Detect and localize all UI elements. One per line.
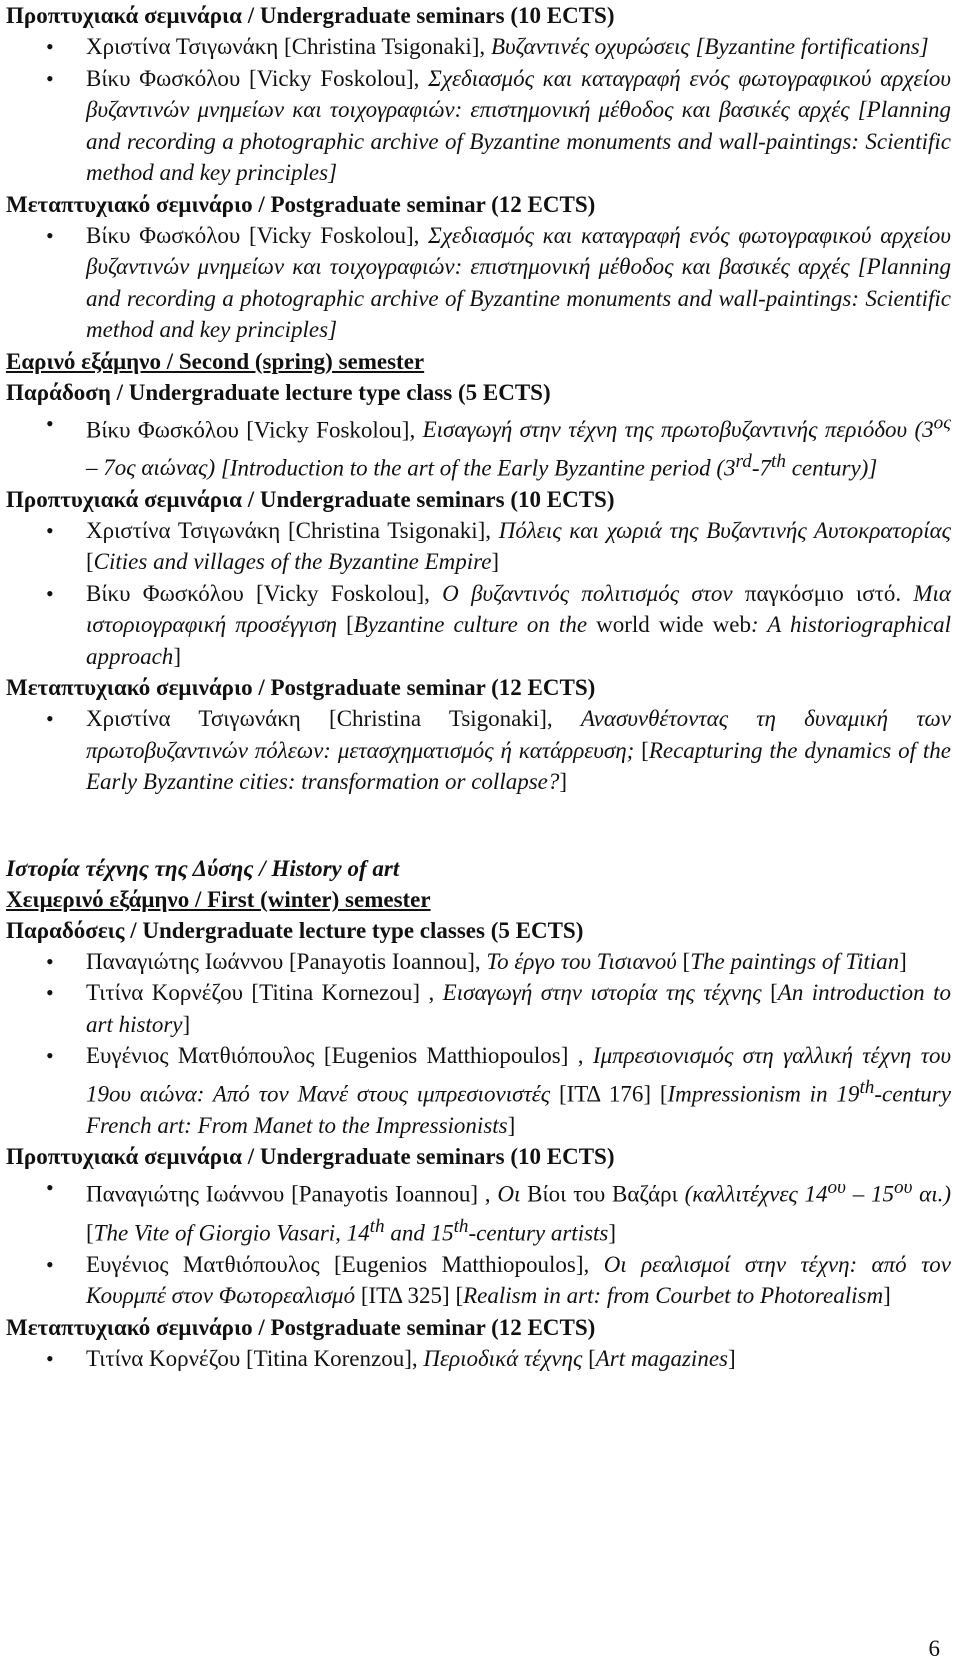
department-title: Ιστορία τέχνης της Δύσης / History of art [6, 855, 400, 881]
section-heading: Παράδοση / Undergraduate lecture type class (5 ECTS) [6, 379, 551, 405]
course-title: Εισαγωγή στην τέχνη της πρωτοβυζαντινής περιόδου ($3^{o\varsigma} - 7o\varsigma$ αιώνας) [86, 412, 951, 481]
semester-heading: Χειμερινό εξάμηνο / First (winter) semester [6, 886, 431, 912]
instructor: Τιτίνα Κορνέζου [Titina Korenzou], [86, 1345, 424, 1371]
list-item: • Τιτίνα Κορνέζου [Titina Kornezou] , Εισαγωγή στην ιστορία της τέχνης [An introduction to art history] [6, 977, 951, 1040]
course-title: Βυζαντινές οχυρώσεις [Byzantine fortifications] [490, 34, 929, 59]
list-item: • Βίκυ Φωσκόλου [Vicky Foskolou], Ο βυζαντινός πολιτισμός στον παγκόσμιο ιστό. Μια ιστοριογραφική προσέγγιση [Byzantine culture on the world wide web: A historiographical approach] [6, 578, 951, 673]
course-title: Σχεδιασμός και καταγραφή ενός φωτογραφικού αρχείου βυζαντινών μνημείων και τοιχογραφιών: επιστημονική μέθοδος και βασικές αρχές [Planning and recording a photographic archive of Byzantine monuments and wall-paintings: Scientific method and key principles] [86, 222, 951, 342]
list-item: • Τιτίνα Κορνέζου [Titina Korenzou], Περιοδικά τέχνης [Art magazines] [6, 1343, 951, 1375]
instructor: Χριστίνα Τσιγωνάκη [Christina Tsigonaki], [86, 517, 499, 543]
instructor: Βίκυ Φωσκόλου [Vicky Foskolou], [86, 65, 429, 91]
course-list [6, 515, 951, 673]
list-item: • Χριστίνα Τσιγωνάκη [Christina Tsigonaki], Πόλεις και χωριά της Βυζαντινής Αυτοκρατορίας [Cities and villages of the Byzantine Empire] [6, 515, 951, 578]
instructor: Βίκυ Φωσκόλου [Vicky Foskolou], [86, 417, 423, 443]
instructor: Ευγένιος Ματθιόπουλος [Eugenios Matthiopoulos], [86, 1251, 604, 1277]
list-item: • Ευγένιος Ματθιόπουλος [Eugenios Matthiopoulos], Οι ρεαλισμοί στην τέχνη: από τον Κουρμπέ στον Φωτορεαλισμό [ΙΤΔ 325] [Realism in art: from Courbet to Photorealism] [6, 1249, 951, 1312]
course-title-en: [Introduction to the art of the Early Byzantine period (3 [220, 455, 736, 481]
list-item: • Παναγιώτης Ιωάννου [Panayotis Ioannou], Το έργο του Τισιανού [The paintings of Titian] [6, 946, 951, 978]
instructor: Βίκυ Φωσκόλου [Vicky Foskolou], [86, 222, 429, 248]
section-heading: Παραδόσεις / Undergraduate lecture type classes (5 ECTS) [6, 917, 584, 943]
semester-heading: Εαρινό εξάμηνο / Second (spring) semester [6, 348, 425, 374]
instructor: Τιτίνα Κορνέζου [Titina Kornezou] , [86, 980, 443, 1006]
course-list [6, 1343, 951, 1375]
instructor: Παναγιώτης Ιωάννου [Panayotis Ioannou] , [86, 1182, 498, 1208]
course-list [6, 408, 951, 484]
section-heading: Μεταπτυχιακό σεμινάριο / Postgraduate seminar (12 ECTS) [6, 675, 596, 701]
section-heading: Μεταπτυχιακό σεμινάριο / Postgraduate seminar (12 ECTS) [6, 191, 596, 217]
list-item: • Χριστίνα Τσιγωνάκη [Christina Tsigonaki], Ανασυνθέτοντας τη δυναμική των πρωτοβυζαντινών πόλεων: μετασχηματισμός ή κατάρρευση; [Recapturing the dynamics of the Early Byzantine cities: transformation or collapse?] [6, 703, 951, 798]
list-item: • Ευγένιος Ματθιόπουλος [Eugenios Matthiopoulos] , Ιμπρεσιονισμός στη γαλλική τέχνη του 19ου αιώνα: Από τον Μανέ στους ιμπρεσιονιστές [ΙΤΔ 176] [Impressionism in 19th-century French art: From Manet to the Impressionists] [6, 1040, 951, 1141]
list-item: • Βίκυ Φωσκόλου [Vicky Foskolou], Εισαγωγή στην τέχνη της πρωτοβυζαντινής περιόδου ($3^{o\varsigma} - 7o\varsigma$ αιώνας) [Introduction to the art of the Early Byzantine period (3rd-7th century)] [6, 408, 951, 484]
course-title: Ανασυνθέτοντας τη δυναμική των πρωτοβυζαντινών πόλεων: μετασχηματισμός ή κατάρρευση; [86, 706, 952, 763]
section-heading: Προπτυχιακά σεμινάρια / Undergraduate seminars (10 ECTS) [6, 1144, 615, 1170]
instructor: Ευγένιος Ματθιόπουλος [Eugenios Matthiopoulos] , [86, 1043, 593, 1069]
list-item [6, 220, 951, 346]
list-item: • Παναγιώτης Ιωάννου [Panayotis Ioannou] , Οι Βίοι του Βαζάρι (καλλιτέχνες $14^{o\upsilon} - 15^{o\upsilon}$ αι.) [The Vite of Giorgio Vasari, 14th and 15th-century artists] [6, 1172, 951, 1248]
course-list [6, 1172, 951, 1311]
course-list [6, 31, 951, 189]
course-list [6, 220, 951, 346]
spacer [6, 798, 951, 853]
section-heading: Μεταπτυχιακό σεμινάριο / Postgraduate seminar (12 ECTS) [6, 1314, 596, 1340]
section-heading: Προπτυχιακά σεμινάρια / Undergraduate seminars (10 ECTS) [6, 3, 615, 28]
course-list [6, 703, 951, 798]
instructor: Παναγιώτης Ιωάννου [Panayotis Ioannou], [86, 948, 487, 974]
list-item [6, 31, 951, 63]
list-item [6, 63, 951, 189]
instructor: Χριστίνα Τσιγωνάκη [Christina Tsigonaki], [86, 706, 581, 732]
section-heading: Προπτυχιακά σεμινάρια / Undergraduate seminars (10 ECTS) [6, 486, 615, 512]
course-list [6, 946, 951, 1142]
course-title: Σχεδιασμός και καταγραφή ενός φωτογραφικού αρχείου βυζαντινών μνημείων και τοιχογραφιών: επιστημονική μέθοδος και βασικές αρχές [Planning and recording a photographic archive of Byzantine monuments and wall-paintings: Scientific method and key principles] [86, 65, 951, 185]
instructor: Χριστίνα Τσιγωνάκη [Christina Tsigonaki], [86, 34, 491, 59]
document-page [6, 0, 951, 1374]
instructor: Βίκυ Φωσκόλου [Vicky Foskolou], [86, 580, 443, 606]
page-number: 6 [928, 1636, 940, 1661]
course-title: Πόλεις και χωριά της Βυζαντινής Αυτοκρατορίας [498, 517, 952, 543]
